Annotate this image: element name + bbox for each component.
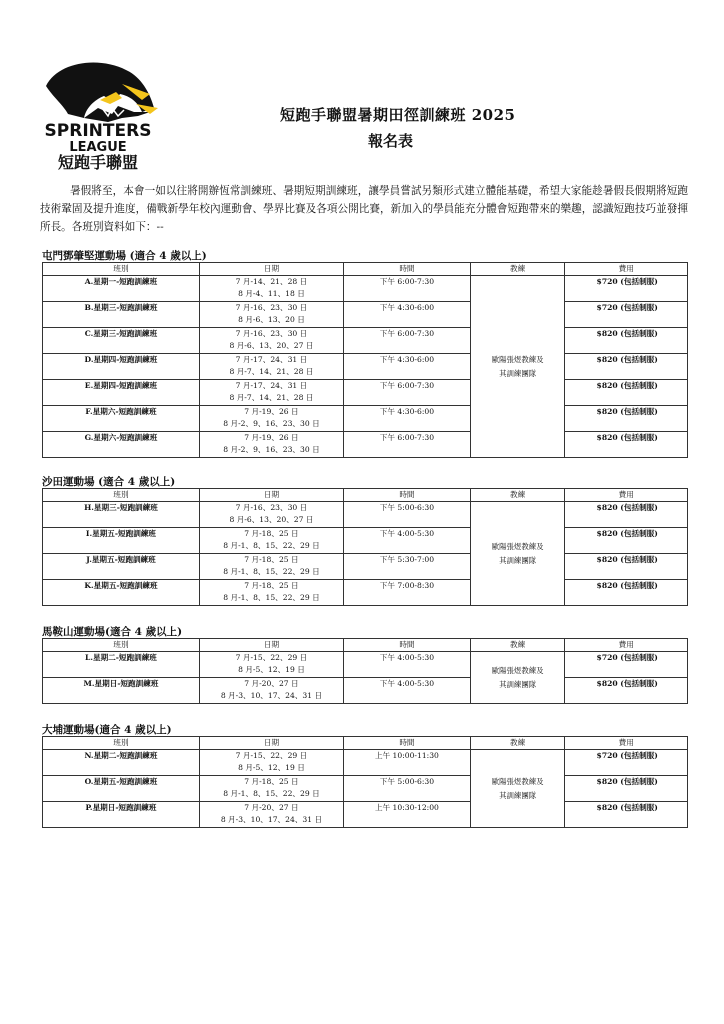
class-name: K.星期五-短跑訓練班 bbox=[43, 580, 200, 606]
dates-august: 8 月-7、14、21、28 日 bbox=[229, 393, 314, 402]
class-time: 下午 6:00-7:30 bbox=[343, 432, 470, 458]
class-fee: $720 (包括制服) bbox=[565, 750, 688, 776]
dates-july: 7 月-19、26 日 bbox=[244, 433, 299, 442]
class-dates bbox=[199, 554, 343, 580]
header-time: 時間 bbox=[343, 489, 470, 502]
coach-cell bbox=[470, 750, 565, 828]
class-time: 下午 5:30-7:00 bbox=[343, 554, 470, 580]
table-row bbox=[43, 776, 688, 802]
dates-august: 8 月-6、13、20、27 日 bbox=[229, 515, 314, 524]
dates-august: 8 月-1、8、15、22、29 日 bbox=[223, 789, 320, 798]
dates-august: 8 月-1、8、15、22、29 日 bbox=[223, 541, 320, 550]
class-name: A.星期一-短跑訓練班 bbox=[43, 276, 200, 302]
header-fee: 費用 bbox=[565, 489, 688, 502]
logo-text-line3: 短跑手聯盟 bbox=[57, 153, 139, 172]
header-fee: 費用 bbox=[565, 263, 688, 276]
dates-august: 8 月-4、11、18 日 bbox=[238, 289, 305, 298]
header-fee: 費用 bbox=[565, 737, 688, 750]
class-fee: $820 (包括制服) bbox=[565, 406, 688, 432]
coach-line: 其訓練團隊 bbox=[499, 368, 537, 378]
class-time: 下午 5:00-6:30 bbox=[343, 502, 470, 528]
header-date: 日期 bbox=[199, 639, 343, 652]
header-time: 時間 bbox=[343, 639, 470, 652]
page-subtitle: 報名表 bbox=[368, 132, 414, 150]
dates-july: 7 月-18、25 日 bbox=[244, 555, 299, 564]
logo-text-line2: LEAGUE bbox=[69, 140, 127, 155]
class-time: 下午 7:00-8:30 bbox=[343, 580, 470, 606]
table-row bbox=[43, 380, 688, 406]
header-coach: 教練 bbox=[470, 263, 565, 276]
class-name: G.星期六-短跑訓練班 bbox=[43, 432, 200, 458]
table-row bbox=[43, 354, 688, 380]
class-name: H.星期三-短跑訓練班 bbox=[43, 502, 200, 528]
dates-july: 7 月-15、22、29 日 bbox=[235, 653, 308, 662]
dates-july: 7 月-18、25 日 bbox=[244, 777, 299, 786]
class-time: 下午 6:00-7:30 bbox=[343, 380, 470, 406]
dates-july: 7 月-14、21、28 日 bbox=[235, 277, 308, 286]
class-fee: $820 (包括制服) bbox=[565, 354, 688, 380]
class-time: 上午 10:00-11:30 bbox=[343, 750, 470, 776]
intro-paragraph: 暑假將至，本會一如以往將開辦恆常訓練班、暑期短期訓練班，讓學員嘗試另類形式建立體能基礎，希望大家能趁暑假長假期將短跑技術鞏固及提升進度，備戰新學年校內運動會、學界比賽及各項公開比賽，新加入的學員能充分體會短跑帶來的樂趣，認識短跑技巧並發揮所長。各班別資料如下：-- bbox=[40, 185, 688, 233]
header-class: 班別 bbox=[43, 737, 200, 750]
class-time: 下午 6:00-7:30 bbox=[343, 328, 470, 354]
class-name: E.星期四-短跑訓練班 bbox=[43, 380, 200, 406]
table-row bbox=[43, 678, 688, 704]
class-dates bbox=[199, 302, 343, 328]
class-time: 下午 4:30-6:00 bbox=[343, 354, 470, 380]
coach-line: 其訓練團隊 bbox=[499, 790, 537, 800]
header-fee: 費用 bbox=[565, 639, 688, 652]
dates-july: 7 月-18、25 日 bbox=[244, 529, 299, 538]
header-coach: 教練 bbox=[470, 737, 565, 750]
coach-line: 歐陽張煜教練及 bbox=[491, 354, 544, 364]
coach-line: 歐陽張煜教練及 bbox=[491, 665, 544, 675]
dates-august: 8 月-3、10、17、24、31 日 bbox=[220, 815, 323, 824]
class-time: 上午 10:30-12:00 bbox=[343, 802, 470, 828]
header-coach: 教練 bbox=[470, 489, 565, 502]
class-dates bbox=[199, 652, 343, 678]
class-dates bbox=[199, 432, 343, 458]
dates-august: 8 月-5、12、19 日 bbox=[238, 665, 305, 674]
class-dates bbox=[199, 354, 343, 380]
class-dates bbox=[199, 528, 343, 554]
dates-august: 8 月-7、14、21、28 日 bbox=[229, 367, 314, 376]
logo-text-line1: SPRINTERS bbox=[44, 121, 152, 141]
dates-july: 7 月-16、23、30 日 bbox=[235, 303, 308, 312]
class-name: P.星期日-短跑訓練班 bbox=[43, 802, 200, 828]
class-table bbox=[42, 488, 688, 606]
class-name: L.星期二-短跑訓練班 bbox=[43, 652, 200, 678]
sprinters-league-logo bbox=[38, 56, 162, 172]
class-name: M.星期日-短跑訓練班 bbox=[43, 678, 200, 704]
class-table bbox=[42, 262, 688, 458]
class-name: F.星期六-短跑訓練班 bbox=[43, 406, 200, 432]
class-time: 下午 4:00-5:30 bbox=[343, 652, 470, 678]
header-time: 時間 bbox=[343, 737, 470, 750]
class-name: D.星期四-短跑訓練班 bbox=[43, 354, 200, 380]
class-dates bbox=[199, 502, 343, 528]
class-table bbox=[42, 638, 688, 704]
dates-august: 8 月-2、9、16、23、30 日 bbox=[223, 419, 320, 428]
table-row bbox=[43, 276, 688, 302]
class-dates bbox=[199, 678, 343, 704]
coach-line: 其訓練團隊 bbox=[499, 679, 537, 689]
class-dates bbox=[199, 380, 343, 406]
class-fee: $820 (包括制服) bbox=[565, 776, 688, 802]
class-dates bbox=[199, 802, 343, 828]
coach-line: 其訓練團隊 bbox=[499, 555, 537, 565]
coach-line: 歐陽張煜教練及 bbox=[491, 776, 544, 786]
section-title: 馬鞍山運動場(適合 4 歲以上) bbox=[42, 626, 183, 638]
class-time: 下午 4:00-5:30 bbox=[343, 528, 470, 554]
class-name: I.星期五-短跑訓練班 bbox=[43, 528, 200, 554]
header-date: 日期 bbox=[199, 737, 343, 750]
dates-july: 7 月-16、23、30 日 bbox=[235, 329, 308, 338]
dates-august: 8 月-6、13、20 日 bbox=[238, 315, 305, 324]
table-header-row bbox=[43, 737, 688, 750]
dates-july: 7 月-18、25 日 bbox=[244, 581, 299, 590]
dates-august: 8 月-5、12、19 日 bbox=[238, 763, 305, 772]
page-title: 短跑手聯盟暑期田徑訓練班 2025 bbox=[280, 106, 516, 124]
dates-august: 8 月-6、13、20、27 日 bbox=[229, 341, 314, 350]
dates-july: 7 月-19、26 日 bbox=[244, 407, 299, 416]
class-dates bbox=[199, 776, 343, 802]
section-title: 屯門鄧肇堅運動場 (適合 4 歲以上) bbox=[42, 250, 207, 262]
table-row bbox=[43, 502, 688, 528]
class-dates bbox=[199, 328, 343, 354]
class-fee: $820 (包括制服) bbox=[565, 580, 688, 606]
dates-july: 7 月-17、24、31 日 bbox=[235, 381, 308, 390]
class-dates bbox=[199, 276, 343, 302]
table-row bbox=[43, 652, 688, 678]
header-date: 日期 bbox=[199, 489, 343, 502]
dates-july: 7 月-15、22、29 日 bbox=[235, 751, 308, 760]
dates-july: 7 月-17、24、31 日 bbox=[235, 355, 308, 364]
class-time: 下午 4:30-6:00 bbox=[343, 302, 470, 328]
section-title: 沙田運動場 (適合 4 歲以上) bbox=[42, 476, 176, 488]
class-name: J.星期五-短跑訓練班 bbox=[43, 554, 200, 580]
dates-august: 8 月-1、8、15、22、29 日 bbox=[223, 593, 320, 602]
class-fee: $820 (包括制服) bbox=[565, 678, 688, 704]
table-row bbox=[43, 802, 688, 828]
table-header-row bbox=[43, 489, 688, 502]
table-row bbox=[43, 406, 688, 432]
class-time: 下午 5:00-6:30 bbox=[343, 776, 470, 802]
class-fee: $720 (包括制服) bbox=[565, 652, 688, 678]
class-name: O.星期五-短跑訓練班 bbox=[43, 776, 200, 802]
class-dates bbox=[199, 580, 343, 606]
class-fee: $820 (包括制服) bbox=[565, 432, 688, 458]
dates-august: 8 月-2、9、16、23、30 日 bbox=[223, 445, 320, 454]
class-fee: $720 (包括制服) bbox=[565, 276, 688, 302]
table-header-row bbox=[43, 639, 688, 652]
class-time: 下午 6:00-7:30 bbox=[343, 276, 470, 302]
class-fee: $720 (包括制服) bbox=[565, 302, 688, 328]
coach-cell bbox=[470, 652, 565, 704]
table-row bbox=[43, 528, 688, 554]
header-class: 班別 bbox=[43, 263, 200, 276]
class-time: 下午 4:00-5:30 bbox=[343, 678, 470, 704]
class-fee: $820 (包括制服) bbox=[565, 554, 688, 580]
coach-cell bbox=[470, 276, 565, 458]
class-fee: $820 (包括制服) bbox=[565, 528, 688, 554]
section-title: 大埔運動場(適合 4 歲以上) bbox=[42, 724, 172, 736]
dates-july: 7 月-16、23、30 日 bbox=[235, 503, 308, 512]
table-row bbox=[43, 580, 688, 606]
table-row bbox=[43, 554, 688, 580]
class-time: 下午 4:30-6:00 bbox=[343, 406, 470, 432]
class-dates bbox=[199, 750, 343, 776]
table-header-row bbox=[43, 263, 688, 276]
table-row bbox=[43, 432, 688, 458]
header-date: 日期 bbox=[199, 263, 343, 276]
header-coach: 教練 bbox=[470, 639, 565, 652]
coach-line: 歐陽張煜教練及 bbox=[491, 541, 544, 551]
class-name: N.星期二-短跑訓練班 bbox=[43, 750, 200, 776]
dates-july: 7 月-20、27 日 bbox=[244, 679, 299, 688]
table-row bbox=[43, 328, 688, 354]
class-fee: $820 (包括制服) bbox=[565, 502, 688, 528]
dates-august: 8 月-1、8、15、22、29 日 bbox=[223, 567, 320, 576]
class-fee: $820 (包括制服) bbox=[565, 328, 688, 354]
dates-august: 8 月-3、10、17、24、31 日 bbox=[220, 691, 323, 700]
header-class: 班別 bbox=[43, 639, 200, 652]
table-row bbox=[43, 750, 688, 776]
class-dates bbox=[199, 406, 343, 432]
class-name: B.星期三-短跑訓練班 bbox=[43, 302, 200, 328]
class-fee: $820 (包括制服) bbox=[565, 802, 688, 828]
coach-cell bbox=[470, 502, 565, 606]
class-name: C.星期三-短跑訓練班 bbox=[43, 328, 200, 354]
class-table bbox=[42, 736, 688, 828]
dates-july: 7 月-20、27 日 bbox=[244, 803, 299, 812]
header-class: 班別 bbox=[43, 489, 200, 502]
table-row bbox=[43, 302, 688, 328]
class-fee: $820 (包括制服) bbox=[565, 380, 688, 406]
header-time: 時間 bbox=[343, 263, 470, 276]
